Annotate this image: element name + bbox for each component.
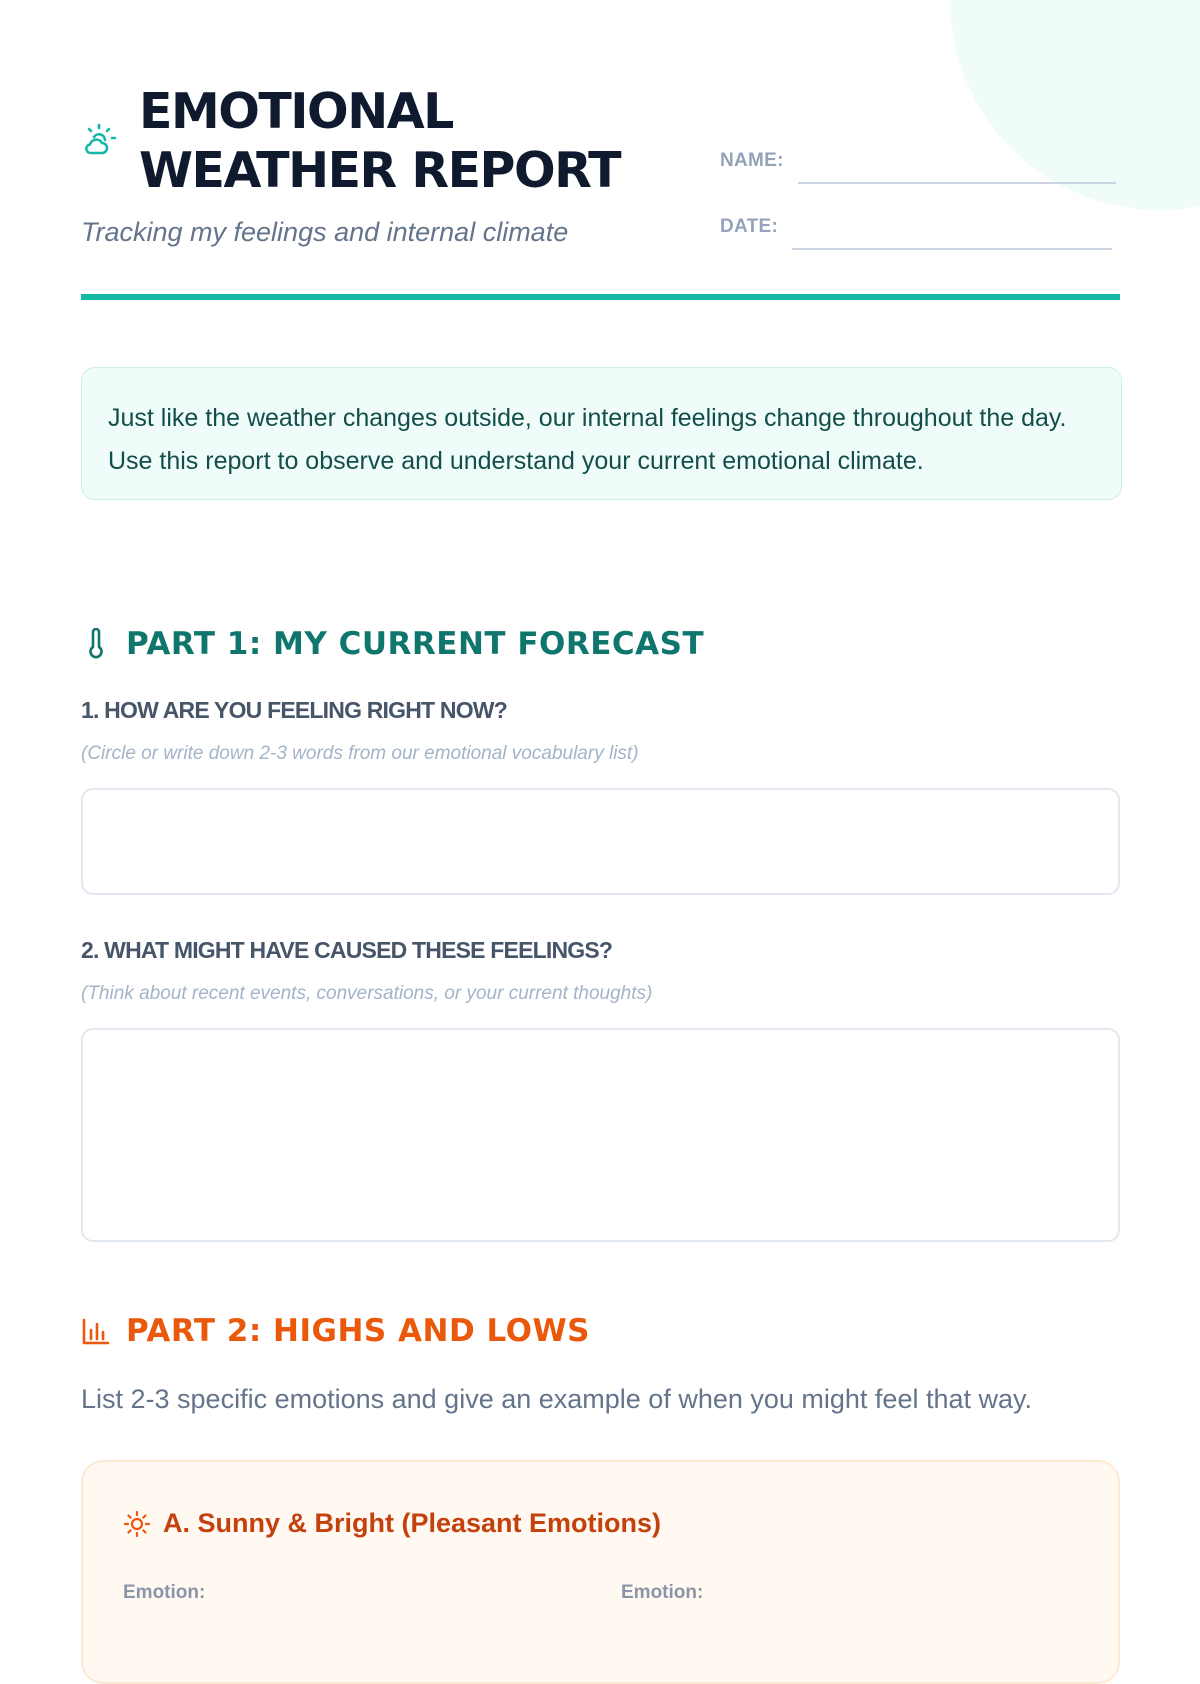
question-2-label: 2. WHAT MIGHT HAVE CAUSED THESE FEELINGS? xyxy=(81,937,613,963)
sunny-card-header xyxy=(123,1508,661,1539)
emotion-label-left: Emotion: xyxy=(123,1582,206,1603)
date-field xyxy=(720,216,1112,238)
intro-callout xyxy=(81,367,1122,500)
question-1-label: 1. HOW ARE YOU FEELING RIGHT NOW? xyxy=(81,697,507,723)
question-1-answer-box[interactable] xyxy=(81,788,1120,895)
date-input-line[interactable] xyxy=(792,248,1112,250)
date-label: DATE: xyxy=(720,216,779,237)
name-field xyxy=(720,150,1116,172)
question-2-answer-box[interactable] xyxy=(81,1028,1120,1242)
page-title xyxy=(139,82,620,200)
header-divider xyxy=(81,294,1120,300)
part1-header xyxy=(81,626,704,662)
bar-chart-icon xyxy=(81,1315,111,1347)
cloud-sun-icon xyxy=(81,122,117,158)
part2-description: List 2-3 specific emotions and give an example of when you might feel that way. xyxy=(81,1384,1033,1414)
question-2-hint: (Think about recent events, conversations, or your current thoughts) xyxy=(81,983,653,1004)
emotion-label-right: Emotion: xyxy=(621,1582,704,1603)
page-subtitle: Tracking my feelings and internal climate xyxy=(81,217,569,247)
name-label: NAME: xyxy=(720,150,784,171)
question-1-hint: (Circle or write down 2-3 words from our emotional vocabulary list) xyxy=(81,743,639,764)
sunny-emotions-card xyxy=(81,1460,1120,1684)
corner-decoration xyxy=(950,0,1200,210)
part2-title: PART 2: HIGHS AND LOWS xyxy=(126,1313,591,1349)
name-input-line[interactable] xyxy=(798,182,1116,184)
title-line-2: WEATHER REPORT xyxy=(139,142,621,199)
thermometer-icon xyxy=(81,628,111,660)
sunny-card-title: A. Sunny & Bright (Pleasant Emotions) xyxy=(163,1508,662,1538)
part1-title: PART 1: MY CURRENT FORECAST xyxy=(126,626,705,662)
title-line-1: EMOTIONAL xyxy=(139,83,453,140)
part2-header xyxy=(81,1313,590,1349)
intro-text: Just like the weather changes outside, our internal feelings change throughout the day. Use this report to observe and understand your current emotional climate. xyxy=(108,404,1067,475)
sun-icon xyxy=(123,1510,151,1538)
